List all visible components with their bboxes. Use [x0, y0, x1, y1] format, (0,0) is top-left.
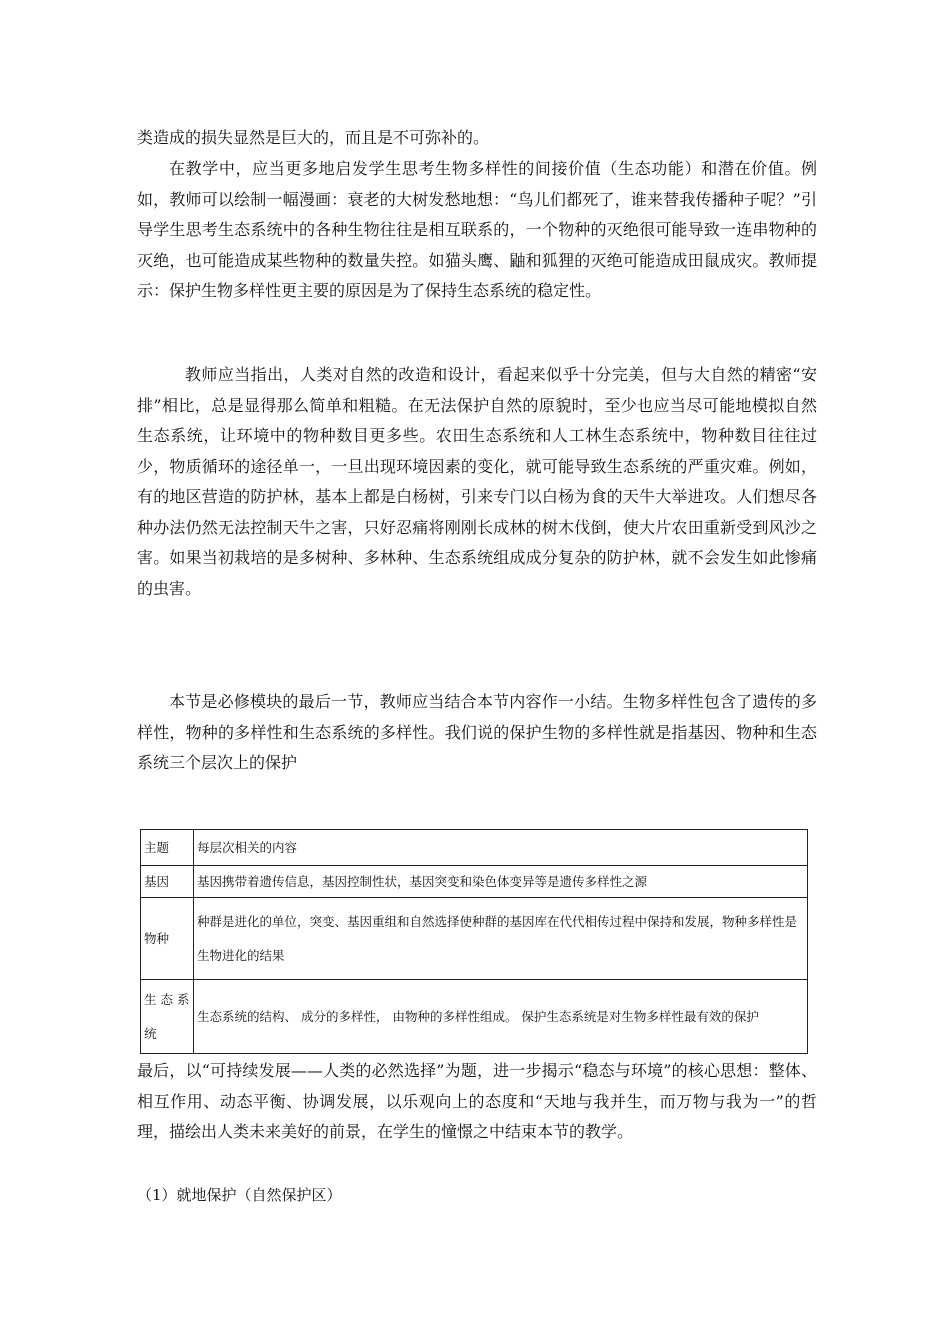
table-cell-content: 生态系统的结构、 成分的多样性， 由物种的多样性组成。 保护生态系统是对生物多样性最有效的保护 — [194, 980, 808, 1054]
diversity-levels-table — [140, 829, 808, 1054]
paragraph-2: 在教学中，应当更多地启发学生思考生物多样性的间接价值（生态功能）和潜在价值。例如，教师可以绘制一幅漫画：衰老的大树发愁地想：“鸟儿们都死了，谁来替我传播种子呢？”引导学生思考生态系统中的各种生物往往是相互联系的，一个物种的灭绝很可能导致一连串物种的灭绝，也可能造成某些物种的数量失控。如猫头鹰、鼬和狐狸的灭绝可能造成田鼠成灾。教师提示：保护生物多样性更主要的原因是为了保持生态系统的稳定性。 — [137, 159, 817, 300]
table-cell-topic: 主题 — [141, 830, 194, 866]
table-cell-content: 每层次相关的内容 — [194, 830, 808, 866]
table-cell-topic: 生 态 系统 — [141, 980, 194, 1054]
table-cell-content: 种群是进化的单位，突变、基因重组和自然选择使种群的基因库在代代相传过程中保持和发展，物种多样性是生物进化的结果 — [194, 898, 808, 980]
table-row — [141, 898, 808, 980]
paragraph-5: 最后，以“可持续发展——人类的必然选择”为题，进一步揭示“稳态与环境”的核心思想：整体、相互作用、动态平衡、协调发展，以乐观向上的态度和“天地与我并生，而万物与我为一”的哲理，描绘出人类未来美好的前景，在学生的憧憬之中结束本节的教学。 — [137, 1061, 817, 1141]
table-cell-topic: 物种 — [141, 898, 194, 980]
table-cell-content: 基因携带着遗传信息，基因控制性状，基因突变和染色体变异等是遗传多样性之源 — [194, 866, 808, 898]
paragraph-3: 教师应当指出，人类对自然的改造和设计，看起来似乎十分完美，但与大自然的精密“安排”相比，总是显得那么简单和粗糙。在无法保护自然的原貌时，至少也应当尽可能地模拟自然生态系统，让环境中的物种数目更多些。农田生态系统和人工林生态系统中，物种数目往往过少，物质循环的途径单一，一旦出现环境因素的变化，就可能导致生态系统的严重灾难。例如，有的地区营造的防护林，基本上都是白杨树，引来专门以白杨为食的天牛大举进攻。人们想尽各种办法仍然无法控制天牛之害，只好忍痛将刚刚长成林的树木伐倒，使大片农田重新受到风沙之害。如果当初栽培的是多树种、多林种、生态系统组成成分复杂的防护林，就不会发生如此惨痛的虫害。 — [137, 365, 817, 598]
paragraph-6: （1）就地保护（自然保护区） — [137, 1186, 342, 1204]
paragraph-1: 类造成的损失显然是巨大的，而且是不可弥补的。 — [137, 128, 490, 147]
paragraph-4: 本节是必修模块的最后一节，教师应当结合本节内容作一小结。生物多样性包含了遗传的多样性，物种的多样性和生态系统的多样性。我们说的保护生物的多样性就是指基因、物种和生态系统三个层次上的保护 — [137, 692, 817, 772]
table-row — [141, 980, 808, 1054]
table-row — [141, 830, 808, 866]
table-cell-topic: 基因 — [141, 866, 194, 898]
table-row — [141, 866, 808, 898]
